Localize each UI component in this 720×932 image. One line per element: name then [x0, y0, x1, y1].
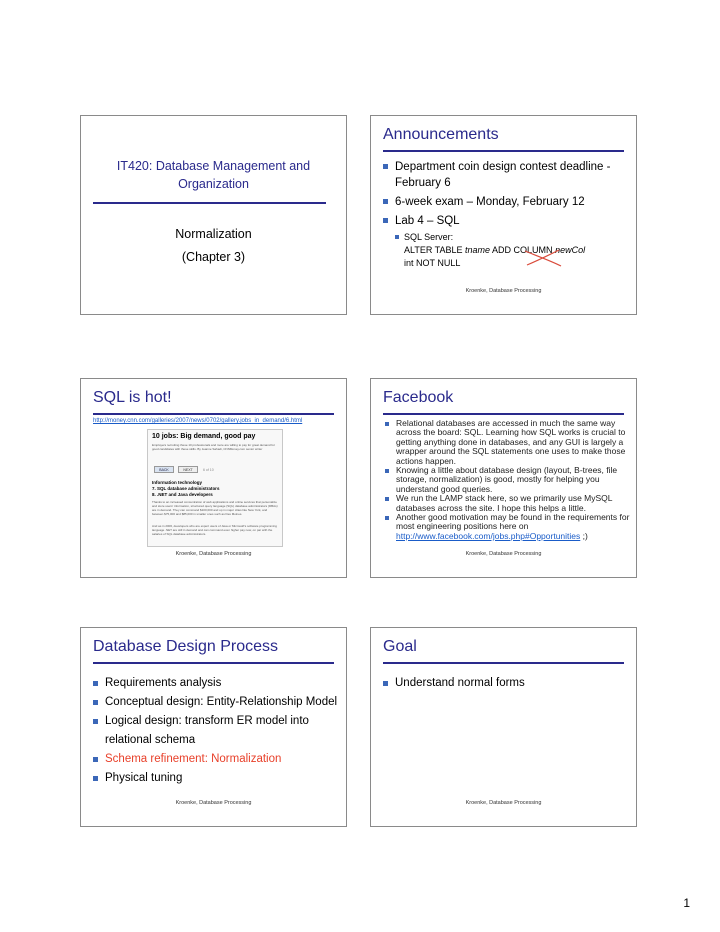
title-rule [383, 150, 624, 152]
sub-bullet-list [395, 230, 633, 244]
list-item: SQL Server: [395, 230, 633, 244]
bullet-list [385, 419, 631, 541]
next-button: NEXT [178, 466, 198, 473]
list-item: Lab 4 – SQL SQL Server: ALTER TABLE tname ADD COLUMN newCol int NOT NULL [383, 213, 633, 270]
list-item: Physical tuning [93, 769, 343, 788]
article-body: And as in 2006, developers who are expert users of Java or Microsoft's software programming language .NET are still in demand and can command even higher pay now, on par with the salaries of SQL database administrators. [152, 524, 277, 536]
slide-heading: Announcements [383, 126, 499, 143]
bullet-list [383, 159, 633, 273]
list-item: Department coin design contest deadline - February 6 [383, 159, 633, 191]
title-rule [93, 662, 334, 664]
list-item: Another good motivation may be found in the requirements for most engineering positions here on http://www.facebook.com/jobs.php#Opportunities ;) [385, 513, 631, 541]
back-button: BACK [154, 466, 174, 473]
slide-footer: Kroenke, Database Processing [465, 800, 542, 806]
title-rule [93, 413, 334, 415]
list-item: Logical design: transform ER model into relational schema [93, 712, 343, 750]
source-link[interactable]: http://money.cnn.com/galleries/2007/news/0702/gallery.jobs_in_demand/6.html [93, 418, 303, 424]
slide-footer: Kroenke, Database Processing [175, 800, 252, 806]
slide-facebook [370, 378, 637, 578]
jobs-link[interactable]: http://www.facebook.com/jobs.php#Opportunities [396, 530, 581, 541]
list-item: Requirements analysis [93, 674, 343, 693]
slide-footer: Kroenke, Database Processing [465, 288, 542, 294]
list-item: Understand normal forms [383, 674, 633, 693]
slide-footer: Kroenke, Database Processing [465, 551, 542, 557]
slide-title [80, 115, 347, 315]
list-item: Conceptual design: Entity-Relationship Model [93, 693, 343, 712]
slide-sql-is-hot [80, 378, 347, 578]
article-intro: Employers recruiting these 10 professionals and more are willing to pay for great demand for good candidates with these skills. By Jeanne Sahadi, CNNMoney.com senior writer [152, 443, 275, 451]
slide-heading: Goal [383, 638, 417, 655]
list-item: We run the LAMP stack here, so we primarily use MySQL databases across the site. I hope this helps a little. [385, 494, 631, 513]
slide-goal [370, 627, 637, 827]
list-item-highlight: Schema refinement: Normalization [93, 750, 343, 769]
title-rule [93, 202, 326, 204]
page-counter: 6 of 10 [203, 468, 214, 472]
slide-heading: Database Design Process [93, 638, 278, 655]
bullet-list [93, 674, 343, 788]
bullet-list [383, 674, 633, 693]
list-item: Relational databases are accessed in much the same way across the board: SQL. Learning how SQL works is crucial to getting anything done in databases, and any GUI is largely a wrapper around the SQL statements one uses to make those actions happen. [385, 419, 631, 466]
article-categories: Information technology 7. SQL database administrators 8. .NET and Java developers [152, 480, 220, 497]
slide-footer: Kroenke, Database Processing [175, 551, 252, 557]
slide-announcements [370, 115, 637, 315]
sql-code: ALTER TABLE tname ADD COLUMN newCol int NOT NULL [404, 245, 586, 268]
lecture-subtitle: Normalization (Chapter 3) [175, 227, 252, 264]
slide-heading: Facebook [383, 389, 454, 406]
page-number: 1 [683, 896, 690, 910]
article-screenshot [147, 429, 283, 547]
strike-mark-icon [523, 248, 563, 268]
article-body: Thanks to an increased concentration of web applications and online services that personalize and store users' information, structured query language (SQL) database administrators (DBAs) are in demand. They can command $100,000 and up in major cities like New York, and between $75,000 and $85,000 in smaller ones such as Des Moines. [152, 500, 278, 516]
slide-design-process [80, 627, 347, 827]
list-item: Knowing a little about database design (layout, B-trees, file storage, normalization) is good, mostly for helping you understand good queries. [385, 466, 631, 494]
course-title: IT420: Database Management and Organization [116, 159, 311, 191]
list-item: 6-week exam – Monday, February 12 [383, 194, 633, 210]
title-rule [383, 662, 624, 664]
title-rule [383, 413, 624, 415]
article-headline: 10 jobs: Big demand, good pay [152, 433, 256, 440]
slide-heading: SQL is hot! [93, 389, 172, 406]
